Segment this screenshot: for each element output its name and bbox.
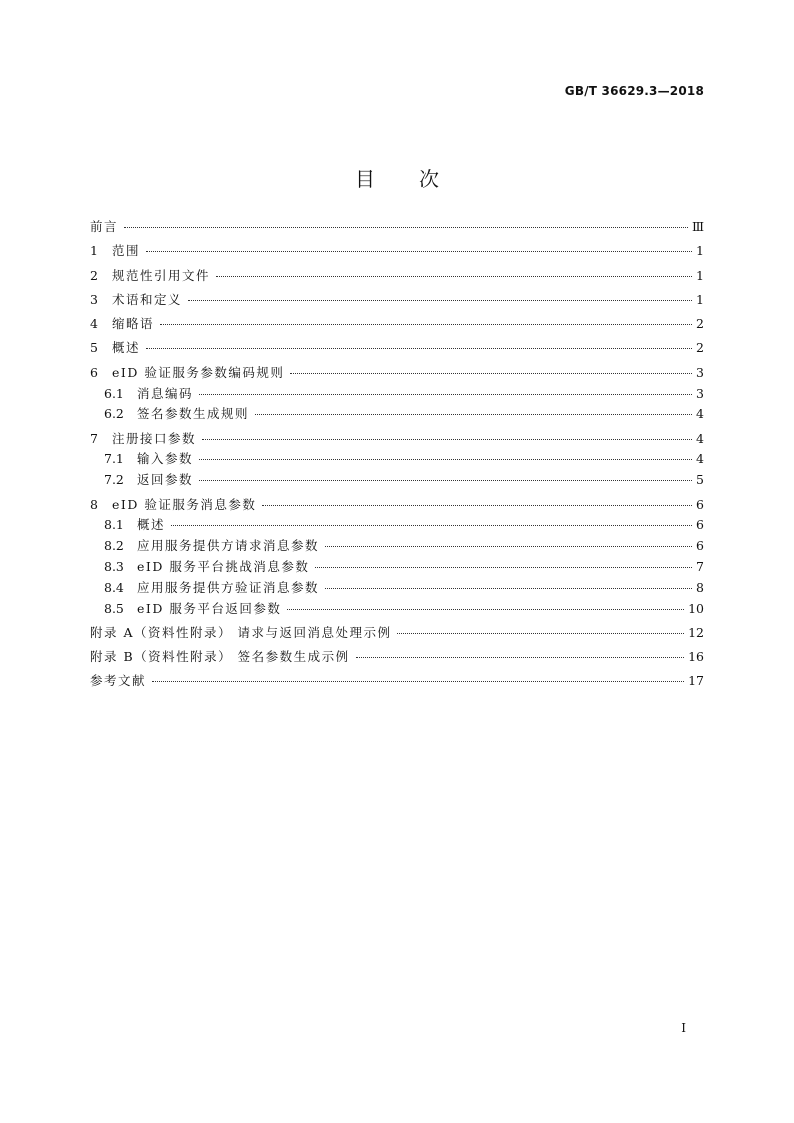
toc-leader-dots xyxy=(202,439,692,440)
toc-entry-number: 2 xyxy=(90,267,98,283)
toc-entry-label: 附录 B（资料性附录） 签名参数生成示例 xyxy=(90,649,350,665)
toc-entry-label: 概述 xyxy=(112,340,141,356)
toc-entry-number: 8.2 xyxy=(104,538,124,554)
toc-entry[interactable] xyxy=(90,599,704,620)
toc-entry-page: 4 xyxy=(696,430,704,446)
toc-entry-label: 附录 A（资料性附录） 请求与返回消息处理示例 xyxy=(90,624,392,640)
toc-leader-dots xyxy=(290,373,692,374)
toc-leader-dots xyxy=(124,227,688,228)
toc-entry-page: 6 xyxy=(696,538,704,554)
toc-entry-label: 范围 xyxy=(112,243,141,259)
toc-leader-dots xyxy=(287,609,684,610)
toc-entry-page: 12 xyxy=(688,624,704,640)
toc-entry-label: 概述 xyxy=(137,517,166,533)
toc-entry[interactable] xyxy=(90,623,704,644)
toc-leader-dots xyxy=(146,251,692,252)
toc-entry[interactable] xyxy=(90,647,704,668)
toc-leader-dots xyxy=(315,567,692,568)
toc-entry[interactable] xyxy=(90,290,704,311)
toc-entry-label: 签名参数生成规则 xyxy=(137,406,250,422)
toc-entry[interactable] xyxy=(90,470,704,491)
toc-entry[interactable] xyxy=(90,217,704,238)
toc-entry-page: 17 xyxy=(688,673,704,689)
table-of-contents xyxy=(90,217,704,692)
toc-leader-dots xyxy=(255,414,692,415)
toc-entry-page: 4 xyxy=(696,451,704,467)
toc-entry-number: 5 xyxy=(90,340,98,356)
standard-code: GB/T 36629.3—2018 xyxy=(564,84,704,98)
toc-leader-dots xyxy=(188,300,692,301)
toc-entry[interactable] xyxy=(90,314,704,335)
toc-entry[interactable] xyxy=(90,495,704,516)
toc-entry-label: 前言 xyxy=(90,219,119,234)
toc-entry-page: 2 xyxy=(696,340,704,356)
toc-leader-dots xyxy=(199,394,692,395)
toc-entry-page: 8 xyxy=(696,579,704,595)
toc-entry-number: 8.1 xyxy=(104,517,124,533)
toc-entry[interactable] xyxy=(90,449,704,470)
toc-entry-page: 7 xyxy=(696,558,704,574)
toc-entry-label: eID 服务平台挑战消息参数 xyxy=(137,558,310,574)
toc-entry-label: 术语和定义 xyxy=(112,291,183,307)
toc-leader-dots xyxy=(152,681,684,682)
toc-entry-number: 6.1 xyxy=(104,385,124,401)
toc-entry-number: 8 xyxy=(90,496,98,512)
toc-entry-label: 输入参数 xyxy=(137,451,194,467)
toc-entry-number: 6 xyxy=(90,364,98,380)
page-title: 目次 xyxy=(355,167,483,192)
toc-entry[interactable] xyxy=(90,557,704,578)
toc-entry-page: 2 xyxy=(696,316,704,332)
toc-entry[interactable] xyxy=(90,384,704,405)
toc-entry[interactable] xyxy=(90,338,704,359)
toc-entry-label: eID 服务平台返回参数 xyxy=(137,600,282,616)
toc-leader-dots xyxy=(160,324,692,325)
toc-entry-label: 返回参数 xyxy=(137,472,194,488)
toc-entry[interactable] xyxy=(90,266,704,287)
toc-leader-dots xyxy=(325,588,692,589)
toc-entry-label: 参考文献 xyxy=(90,673,147,689)
toc-leader-dots xyxy=(199,480,692,481)
toc-entry-number: 8.5 xyxy=(104,600,124,616)
toc-entry-page: Ⅲ xyxy=(691,219,704,234)
toc-entry[interactable] xyxy=(90,578,704,599)
toc-entry-page: 3 xyxy=(696,385,704,401)
toc-entry-label: 应用服务提供方请求消息参数 xyxy=(137,538,320,554)
toc-leader-dots xyxy=(325,546,692,547)
toc-entry-page: 10 xyxy=(688,600,704,616)
toc-entry-label: 应用服务提供方验证消息参数 xyxy=(137,579,320,595)
toc-leader-dots xyxy=(262,505,692,506)
toc-entry-number: 8.3 xyxy=(104,558,124,574)
toc-entry-page: 6 xyxy=(696,496,704,512)
toc-entry-page: 6 xyxy=(696,517,704,533)
toc-entry-label: eID 验证服务消息参数 xyxy=(112,496,257,512)
toc-entry-number: 8.4 xyxy=(104,579,124,595)
toc-entry-page: 3 xyxy=(696,364,704,380)
toc-entry-number: 7 xyxy=(90,430,98,446)
toc-entry[interactable] xyxy=(90,515,704,536)
toc-entry-page: 1 xyxy=(696,267,704,283)
toc-entry[interactable] xyxy=(90,241,704,262)
toc-entry-label: 规范性引用文件 xyxy=(112,267,211,283)
toc-entry-number: 7.1 xyxy=(104,451,124,467)
toc-entry-label: 消息编码 xyxy=(137,385,194,401)
toc-entry[interactable] xyxy=(90,363,704,384)
toc-entry-number: 6.2 xyxy=(104,406,124,422)
toc-leader-dots xyxy=(146,348,692,349)
toc-leader-dots xyxy=(356,657,684,658)
toc-leader-dots xyxy=(199,459,692,460)
toc-entry[interactable] xyxy=(90,536,704,557)
toc-entry-page: 4 xyxy=(696,406,704,422)
toc-entry-label: eID 验证服务参数编码规则 xyxy=(112,364,285,380)
toc-entry-number: 7.2 xyxy=(104,472,124,488)
toc-entry[interactable] xyxy=(90,671,704,692)
toc-entry-page: 16 xyxy=(688,649,704,665)
toc-entry[interactable] xyxy=(90,429,704,450)
toc-leader-dots xyxy=(397,633,684,634)
toc-leader-dots xyxy=(216,276,692,277)
toc-entry-number: 1 xyxy=(90,243,98,259)
toc-entry[interactable] xyxy=(90,404,704,425)
page-number: I xyxy=(681,1021,686,1035)
toc-entry-page: 1 xyxy=(696,291,704,307)
toc-entry-number: 4 xyxy=(90,316,98,332)
toc-entry-number: 3 xyxy=(90,291,98,307)
toc-entry-label: 缩略语 xyxy=(112,316,155,332)
toc-leader-dots xyxy=(171,525,692,526)
toc-entry-label: 注册接口参数 xyxy=(112,430,197,446)
toc-entry-page: 5 xyxy=(696,472,704,488)
toc-entry-page: 1 xyxy=(696,243,704,259)
